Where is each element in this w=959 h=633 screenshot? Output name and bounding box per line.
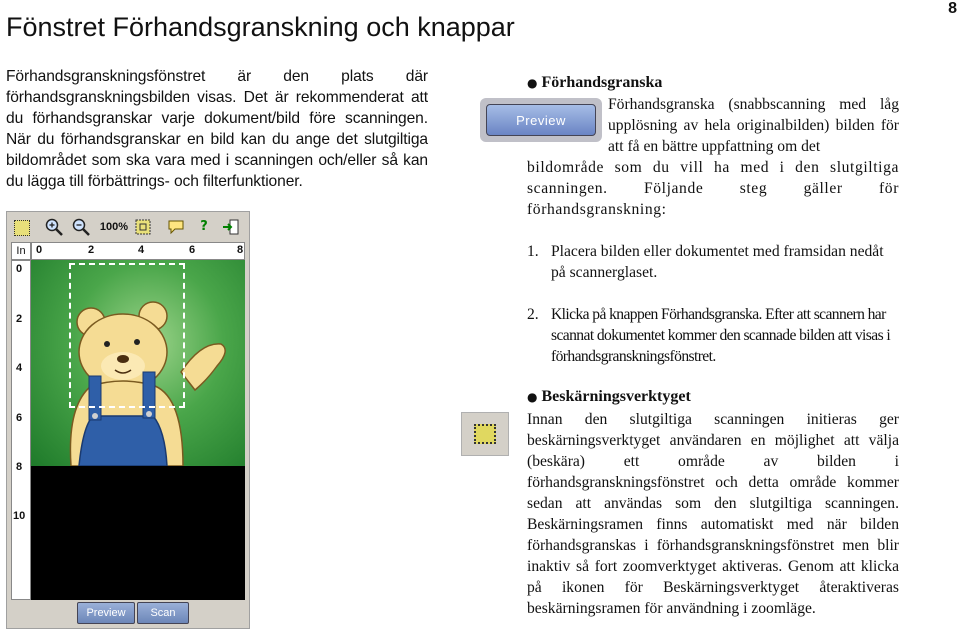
ruler-tick: 8 xyxy=(16,461,23,473)
step-text: Klicka på knappen Förhandsgranska. Efter att scannern har scannat dokumentet kommer den scannade bilden att visas i förhandsgranskningsfönstret. xyxy=(551,306,891,365)
page-title: Fönstret Förhandsgranskning och knappar xyxy=(6,12,515,42)
preview-section-heading xyxy=(527,74,899,92)
crop-section-body: Innan den slutgiltiga scanningen initieras ger beskärningsverktyget användaren en möjlighet att välja (beskära) ett område av bilden i förhandsgranskningsfönstret och detta område kommer sedan att användas som den slutgiltiga scanningen. Beskärningsramen finns automatiskt med när bilden förhandsgranskas i förhandsgranskningsfönstret men blir inaktiv så fort zoomverktyget aktiveras. Genom att klicka på ikonen för Beskärningsverktyget återaktiveras beskärningsramen för användning i zoomläge. xyxy=(527,411,899,617)
bullet-icon: ● xyxy=(527,390,538,404)
preview-toolbar xyxy=(9,215,247,241)
fit-window-icon[interactable] xyxy=(133,217,153,237)
ruler-tick: 4 xyxy=(16,362,23,374)
intro-paragraph: Förhandsgranskningsfönstret är den plats där förhandsgranskningsbilden visas. Det är rekommenderat att du förhandsgranskar varje dokument/bild före scanningen. När du förhandsgranskar en bild kan du ange det slutgiltiga bildområdet som ska vara med i scanningen och/eller så kan du lägga till förbättrings- och filterfunktioner. xyxy=(6,68,428,190)
zoom-100-button[interactable]: 100% xyxy=(99,221,129,233)
preview-button-image xyxy=(480,98,602,142)
ruler-left xyxy=(11,260,31,600)
ruler-tick: 0 xyxy=(36,244,43,256)
exit-icon[interactable] xyxy=(221,217,241,237)
crop-section-heading xyxy=(527,388,899,406)
scan-button[interactable]: Scan xyxy=(137,602,189,624)
ruler-tick: 0 xyxy=(16,263,23,275)
speech-bubble-icon[interactable] xyxy=(166,217,186,237)
crop-frame-icon xyxy=(474,424,496,444)
zoom-out-icon[interactable] xyxy=(71,217,91,237)
ruler-unit-label: In xyxy=(11,242,31,260)
crop-icon[interactable] xyxy=(14,220,30,236)
bullet-icon: ● xyxy=(527,76,538,90)
ruler-tick: 6 xyxy=(189,244,196,256)
section-heading: Förhandsgranska xyxy=(541,74,663,91)
section-heading: Beskärningsverktyget xyxy=(541,388,691,405)
step-number: 1. xyxy=(527,243,539,260)
preview-button-image-label: Preview xyxy=(486,104,596,136)
ruler-tick: 4 xyxy=(138,244,145,256)
step-number: 2. xyxy=(527,306,539,323)
step-text: Placera bilden eller dokumentet med framsidan nedåt på scannerglaset. xyxy=(551,243,884,281)
ruler-tick: 10 xyxy=(13,510,26,522)
ruler-tick: 2 xyxy=(16,313,23,325)
page-number: 8 xyxy=(948,0,957,17)
crop-frame[interactable] xyxy=(69,263,185,408)
crop-tool-icon xyxy=(461,412,509,456)
ruler-tick: 8 xyxy=(237,244,244,256)
preview-window xyxy=(6,211,250,629)
preview-button[interactable]: Preview xyxy=(77,602,135,624)
preview-section-body-cont: bildområde som du vill ha med i den slutgiltiga scanningen. Följande steg gäller för förhandsgranskning: xyxy=(527,159,899,218)
preview-section-body: Förhandsgranska (snabbscanning med låg upplösning av hela originalbilden) bilden för att få en bättre uppfattning om det xyxy=(608,96,899,155)
preview-canvas[interactable] xyxy=(31,260,245,600)
help-icon[interactable]: ? xyxy=(200,219,208,234)
ruler-tick: 6 xyxy=(16,412,23,424)
zoom-in-icon[interactable] xyxy=(44,217,64,237)
ruler-top xyxy=(31,242,245,260)
ruler-tick: 2 xyxy=(88,244,95,256)
